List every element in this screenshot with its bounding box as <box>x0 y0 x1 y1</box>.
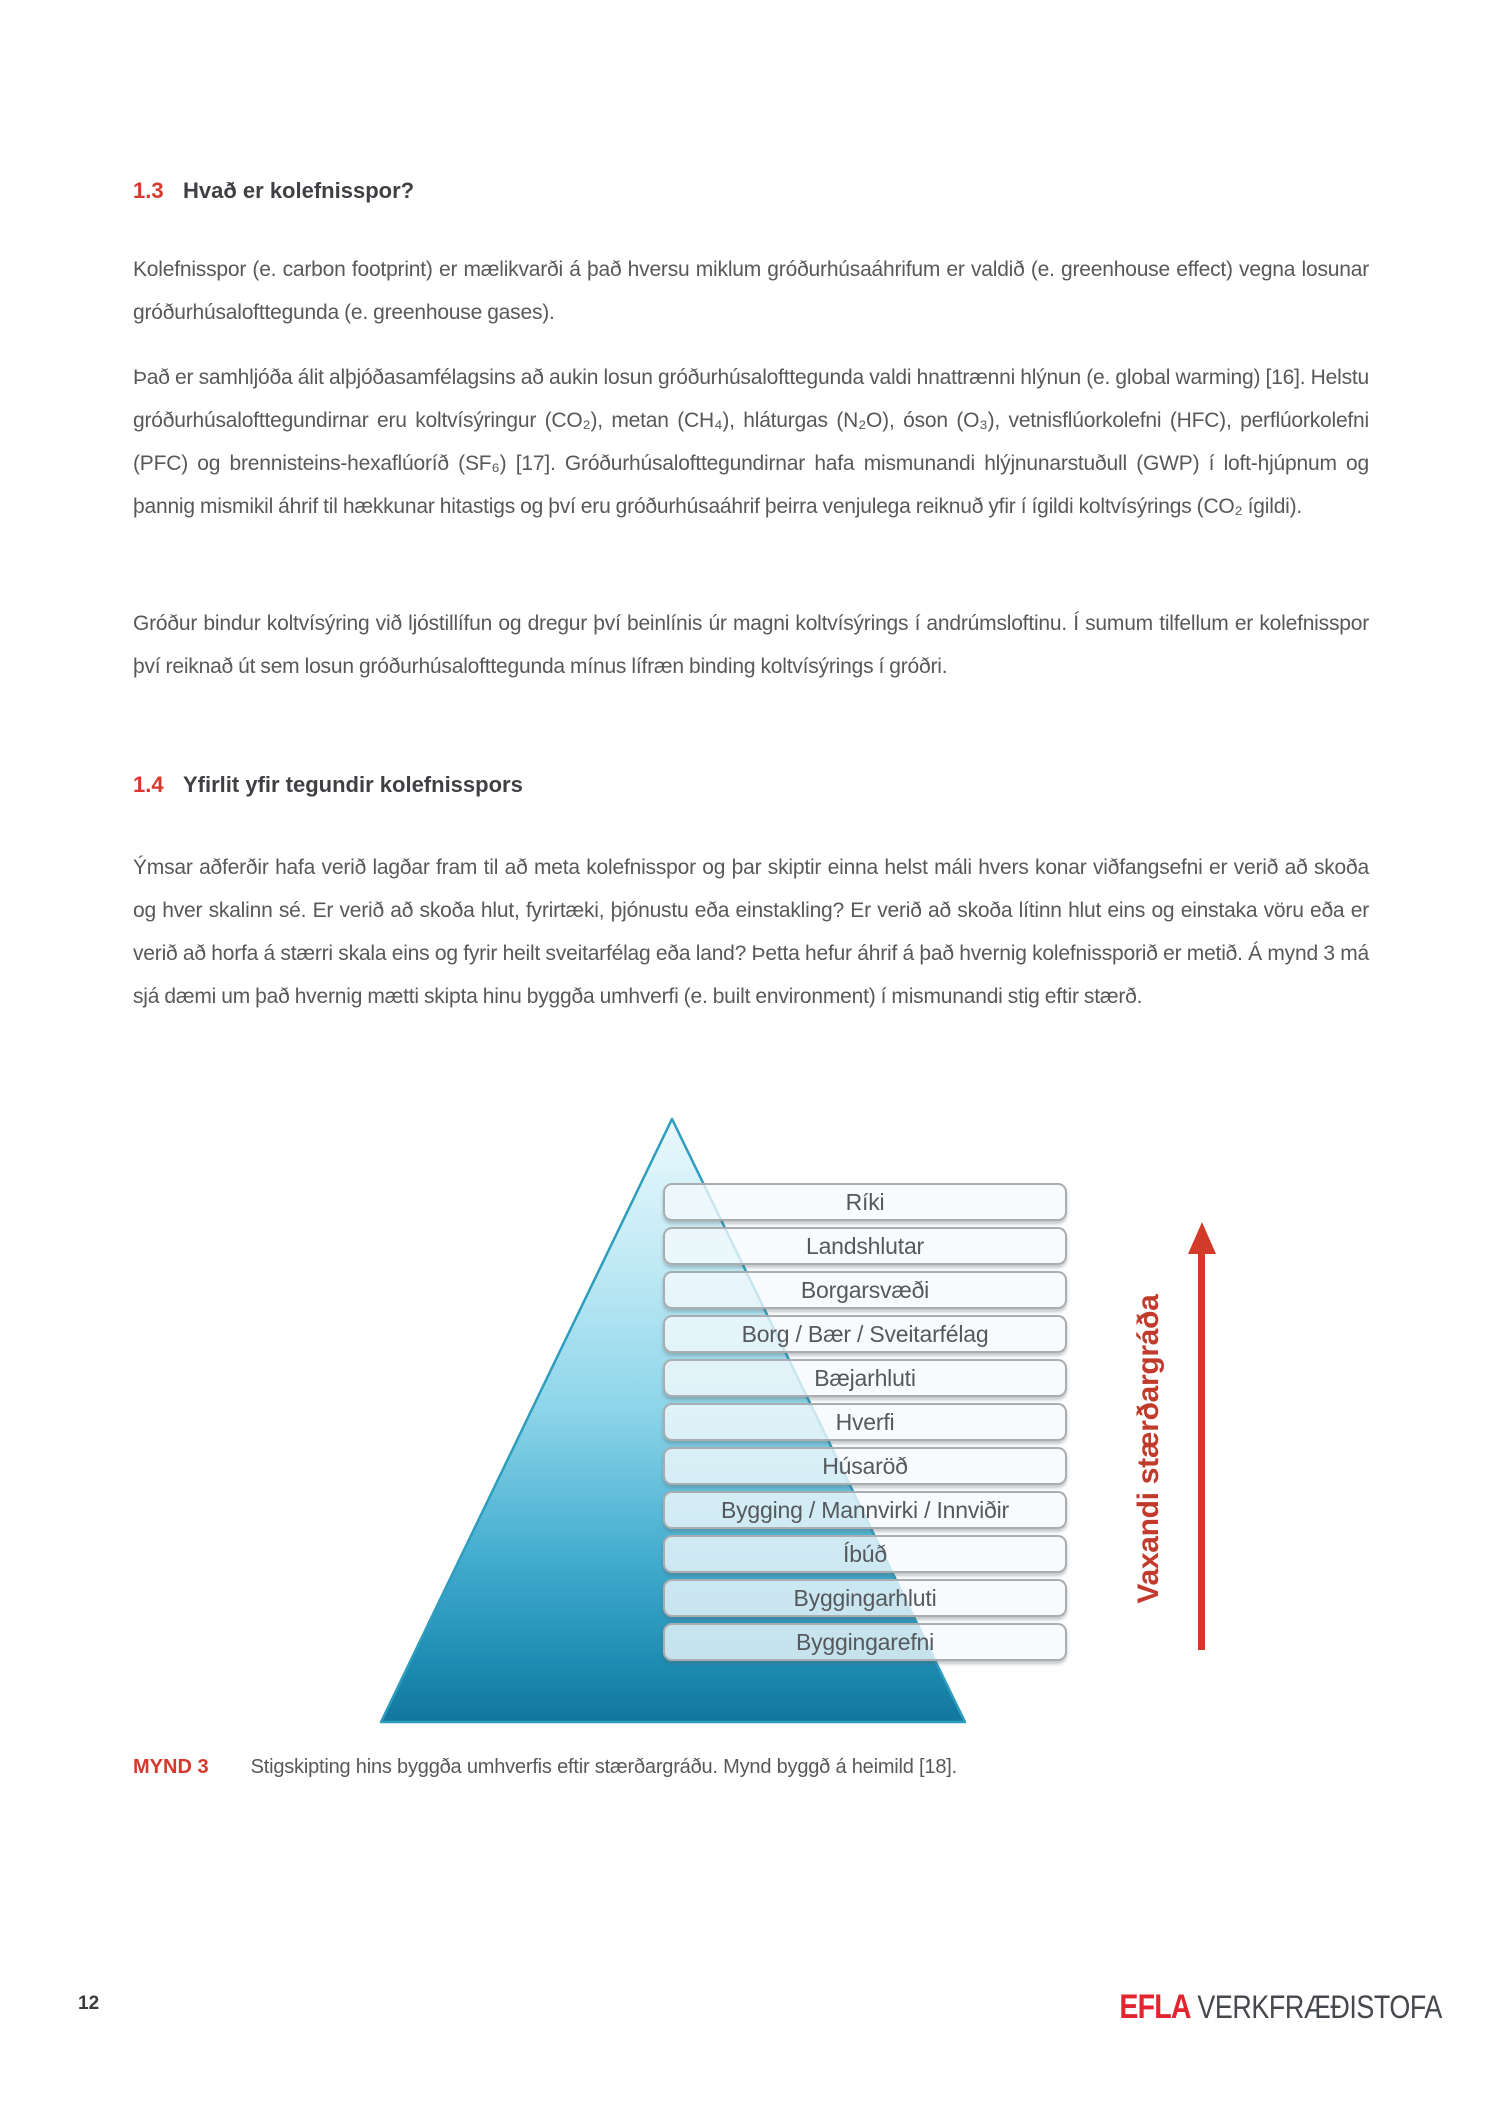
pyramid-level-label: Byggingarhluti <box>793 1584 937 1611</box>
pyramid-level-label: Húsaröð <box>822 1452 908 1479</box>
pyramid-level <box>663 1403 1067 1441</box>
pyramid-level <box>663 1183 1067 1221</box>
pyramid-level <box>663 1271 1067 1309</box>
pyramid-level-label: Hverfi <box>835 1408 895 1435</box>
page-number: 12 <box>78 1993 100 2014</box>
pyramid-level-label: Borgarsvæði <box>800 1276 930 1303</box>
section-heading-1-3 <box>133 178 1369 204</box>
pyramid-level-label: Bygging / Mannvirki / Innviðir <box>720 1496 1009 1523</box>
pyramid-level-label: Ríki <box>845 1188 885 1215</box>
pyramid-level-label: Byggingarefni <box>795 1628 935 1655</box>
efla-logo-wordmark: EFLA <box>1119 1988 1191 2026</box>
efla-logo-subtitle: VERKFRÆÐISTOFA <box>1197 1989 1442 2025</box>
section-title: Hvað er kolefnisspor? <box>183 178 415 203</box>
pyramid-level <box>663 1579 1067 1617</box>
section-number: 1.4 <box>133 772 164 797</box>
section-number: 1.3 <box>133 178 164 203</box>
pyramid-level-label: Íbúð <box>843 1540 887 1567</box>
arrow-label: Vaxandi stærðargráða <box>1132 1294 1165 1604</box>
pyramid-level <box>663 1359 1067 1397</box>
increasing-scale-arrow-shaft <box>1198 1250 1205 1650</box>
pyramid-level <box>663 1491 1067 1529</box>
pyramid-level <box>663 1623 1067 1661</box>
efla-logo <box>1120 1988 1442 2027</box>
pyramid-level-label: Borg / Bær / Sveitarfélag <box>741 1320 989 1347</box>
section-heading-1-4 <box>133 772 1369 798</box>
figure-caption-label: MYND 3 <box>133 1756 209 1778</box>
paragraph-1: Kolefnisspor (e. carbon footprint) er mælikvarði á það hversu miklum gróðurhúsaáhrifum er valdið (e. greenhouse effect) vegna losunar gróðurhúsalofttegunda (e. greenhouse gases). <box>133 258 1369 324</box>
paragraph-2: Það er samhljóða álit alþjóðasamfélagsins að aukin losun gróðurhúsalofttegunda valdi hnattrænni hlýnun (e. global warming) [16]. Helstu gróðurhúsalofttegundirnar eru koltvísýringur (CO₂), metan (CH₄), hláturgas (N₂O), óson (O₃), vetnisflúorkolefni (HFC), perflúorkolefni (PFC) og brennisteins-hexaflúoríð (SF₆) [17]. Gróðurhúsalofttegundirnar hafa mismunandi hlýjnunarstuðull (GWP) í loft-hjúpnum og þannig mismikil áhrif til hækkunar hitastigs og því eru gróðurhúsaáhrif þeirra venjulega reiknuð yfir í ígildi koltvísýrings (CO₂ ígildi). <box>133 366 1369 518</box>
figure-caption-text: Stigskipting hins byggða umhverfis eftir stærðargráðu. Mynd byggð á heimild [18]. <box>250 1756 957 1778</box>
pyramid-level-label: Bæjarhluti <box>814 1364 916 1391</box>
pyramid-level <box>663 1535 1067 1573</box>
section-title: Yfirlit yfir tegundir kolefnisspors <box>183 772 523 797</box>
paragraph-4: Ýmsar aðferðir hafa verið lagðar fram til að meta kolefnisspor og þar skiptir einna helst máli hvers konar viðfangsefni er verið að skoða og hver skalinn sé. Er verið að skoða hlut, fyrirtæki, þjónustu eða einstakling? Er verið að skoða lítinn hlut eins og einstaka vöru eða er verið að horfa á stærri skala eins og fyrir heilt sveitarfélag eða land? Þetta hefur áhrif á það hvernig kolefnissporið er metið. Á mynd 3 má sjá dæmi um það hvernig mætti skipta hinu byggða umhverfi (e. built environment) í mismunandi stig eftir stærð. <box>133 856 1369 1008</box>
pyramid-level <box>663 1447 1067 1485</box>
pyramid-level-label: Landshlutar <box>806 1232 924 1259</box>
pyramid-level <box>663 1227 1067 1265</box>
paragraph-3: Gróður bindur koltvísýring við ljóstillífun og dregur því beinlínis úr magni koltvísýrings í andrúmsloftinu. Í sumum tilfellum er kolefnisspor því reiknað út sem losun gróðurhúsalofttegunda mínus lífræn binding koltvísýrings í gróðri. <box>133 612 1369 678</box>
pyramid-level <box>663 1315 1067 1353</box>
figure-caption <box>133 1756 957 1779</box>
